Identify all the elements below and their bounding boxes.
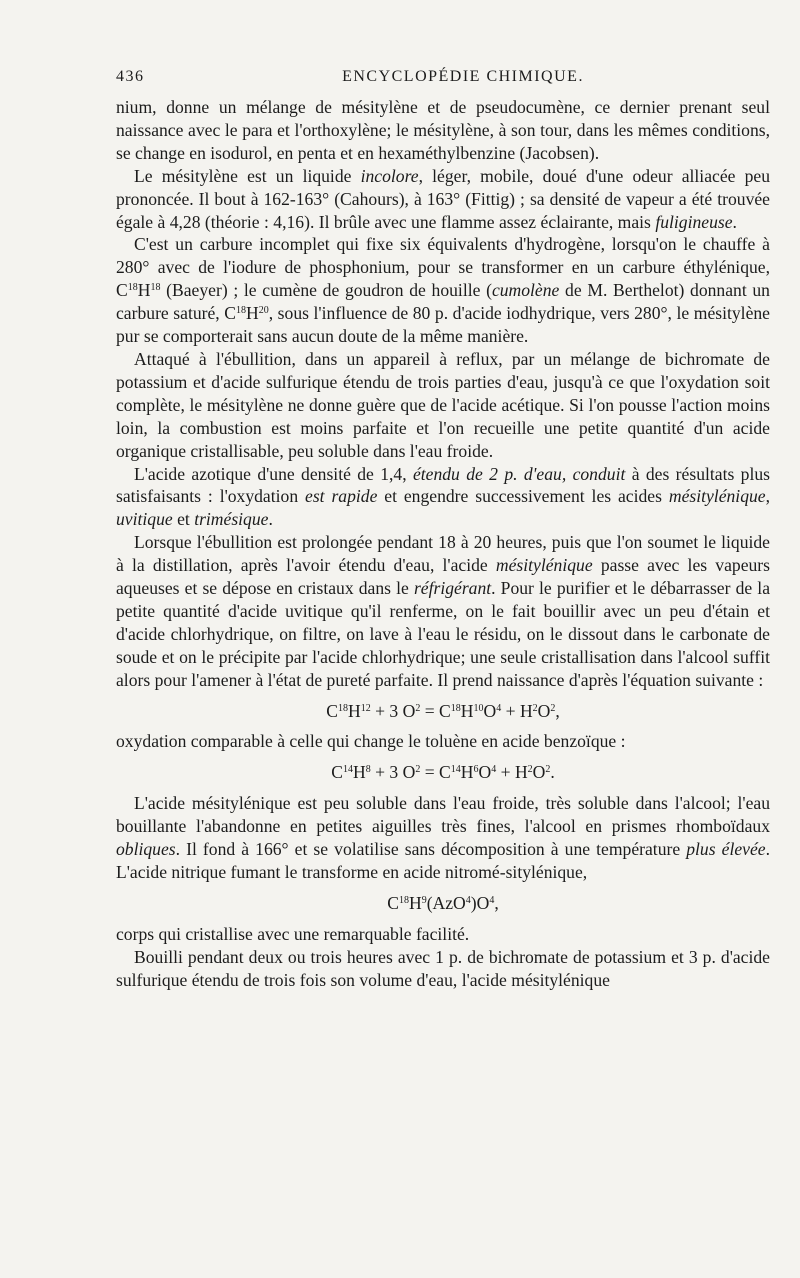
- paragraph-2: Le mésitylène est un liquide incolore, léger, mobile, doué d'une odeur alliacée peu prononcée. Il bout à 162-163° (Cahours), à 163° (Fittig) ; sa densité de vapeur a été trouvée égale à 4,28 (théorie : 4,16). Il brûle avec une flamme assez éclairante, mais fuligineuse.: [116, 165, 770, 232]
- equation-2: $C^{14}H^8 + 3$ $O^2 = C^{14}H^6O^4 + H^2O^2$.: [331, 762, 555, 783]
- paragraph-8: L'acide mésitylénique est peu soluble dans l'eau froide, très soluble dans l'alcool; l'eau bouillante l'abandonne en petites aiguilles très fines, l'alcool en prismes rhomboïdaux obliques. Il fond à 166° et se volatilise sans décomposition à une température plus élevée. L'acide nitrique fumant le transforme en acide nitromé-sitylénique,: [116, 793, 770, 882]
- paragraph-10: Bouilli pendant deux ou trois heures avec 1 p. de bichromate de potassium et 3 p. d'acide sulfurique étendu de trois fois son volume d'eau, l'acide mésitylénique: [116, 946, 770, 990]
- running-head: ENCYCLOPÉDIE CHIMIQUE.: [342, 68, 584, 85]
- paragraph-5: L'acide azotique d'une densité de 1,4, étendu de 2 p. d'eau, conduit à des résultats plus satisfaisants : l'oxydation est rapide et engendre successivement les acides mésitylénique, uvitique et trimésique.: [116, 463, 770, 530]
- page-number: 436: [116, 68, 145, 85]
- equation-1: $C^{18}H^{12} + 3$ $O^2 = C^{18}H^{10}O^4 + H^2O^2$,: [326, 700, 560, 721]
- equation-3: $C^{18}H^9(AzO^4)O^4$,: [387, 892, 499, 913]
- body-text: [116, 96, 770, 992]
- paragraph-9: corps qui cristallise avec une remarquable facilité.: [116, 923, 470, 944]
- page-header: [116, 68, 770, 90]
- paragraph-4: Attaqué à l'ébullition, dans un appareil à reflux, par un mélange de bichromate de potassium et d'acide sulfurique étendu de trois parties d'eau, jusqu'à ce que l'oxydation soit complète, le mésitylène ne donne guère que de l'acide acétique. Si l'on pousse l'action moins loin, la combustion est moins parfaite et l'on recueille une petite quantité d'un acide organique cristallisable, peu soluble dans l'eau froide.: [116, 348, 770, 461]
- paragraph-6: Lorsque l'ébullition est prolongée pendant 18 à 20 heures, puis que l'on soumet le liquide à la distillation, après l'avoir étendu d'eau, l'acide mésitylénique passe avec les vapeurs aqueuses et se dépose en cristaux dans le réfrigérant. Pour le purifier et le débarrasser de la petite quantité d'acide uvitique qu'il renferme, on le fait bouillir avec un peu d'étain et d'acide chlorhydrique, on filtre, on lave à l'eau le résidu, on le dissout dans le carbonate de soude et on le précipite par l'acide chlorhydrique; une seule cristallisation dans l'alcool suffit alors pour l'amener à l'état de pureté parfaite. Il prend naissance d'après l'équation suivante :: [116, 532, 771, 690]
- paragraph-3: C'est un carbure incomplet qui fixe six équivalents d'hydrogène, lorsqu'on le chauffe à 280° avec de l'iodure de phosphonium, pour se transformer en un carbure éthylénique, $C^{18}H^{18}$ (Baeyer) ; le cumène de goudron de houille (cumolène de M. Berthelot) donnant un carbure saturé, $C^{18}H^{20}$, sous l'influence de 80 p. d'acide iodhydrique, vers 280°, le mésitylène pur se comporterait sans aucun doute de la même manière.: [116, 234, 770, 347]
- paragraph-7: oxydation comparable à celle qui change le toluène en acide benzoïque :: [116, 731, 626, 752]
- paragraph-1: nium, donne un mélange de mésitylène et de pseudocumène, ce dernier prenant seul naissance avec le para et l'orthoxylène; le mésitylène, à son tour, dans les mêmes conditions, se change en isodurol, en penta et en hexaméthylbenzine (Jacobsen).: [116, 97, 770, 163]
